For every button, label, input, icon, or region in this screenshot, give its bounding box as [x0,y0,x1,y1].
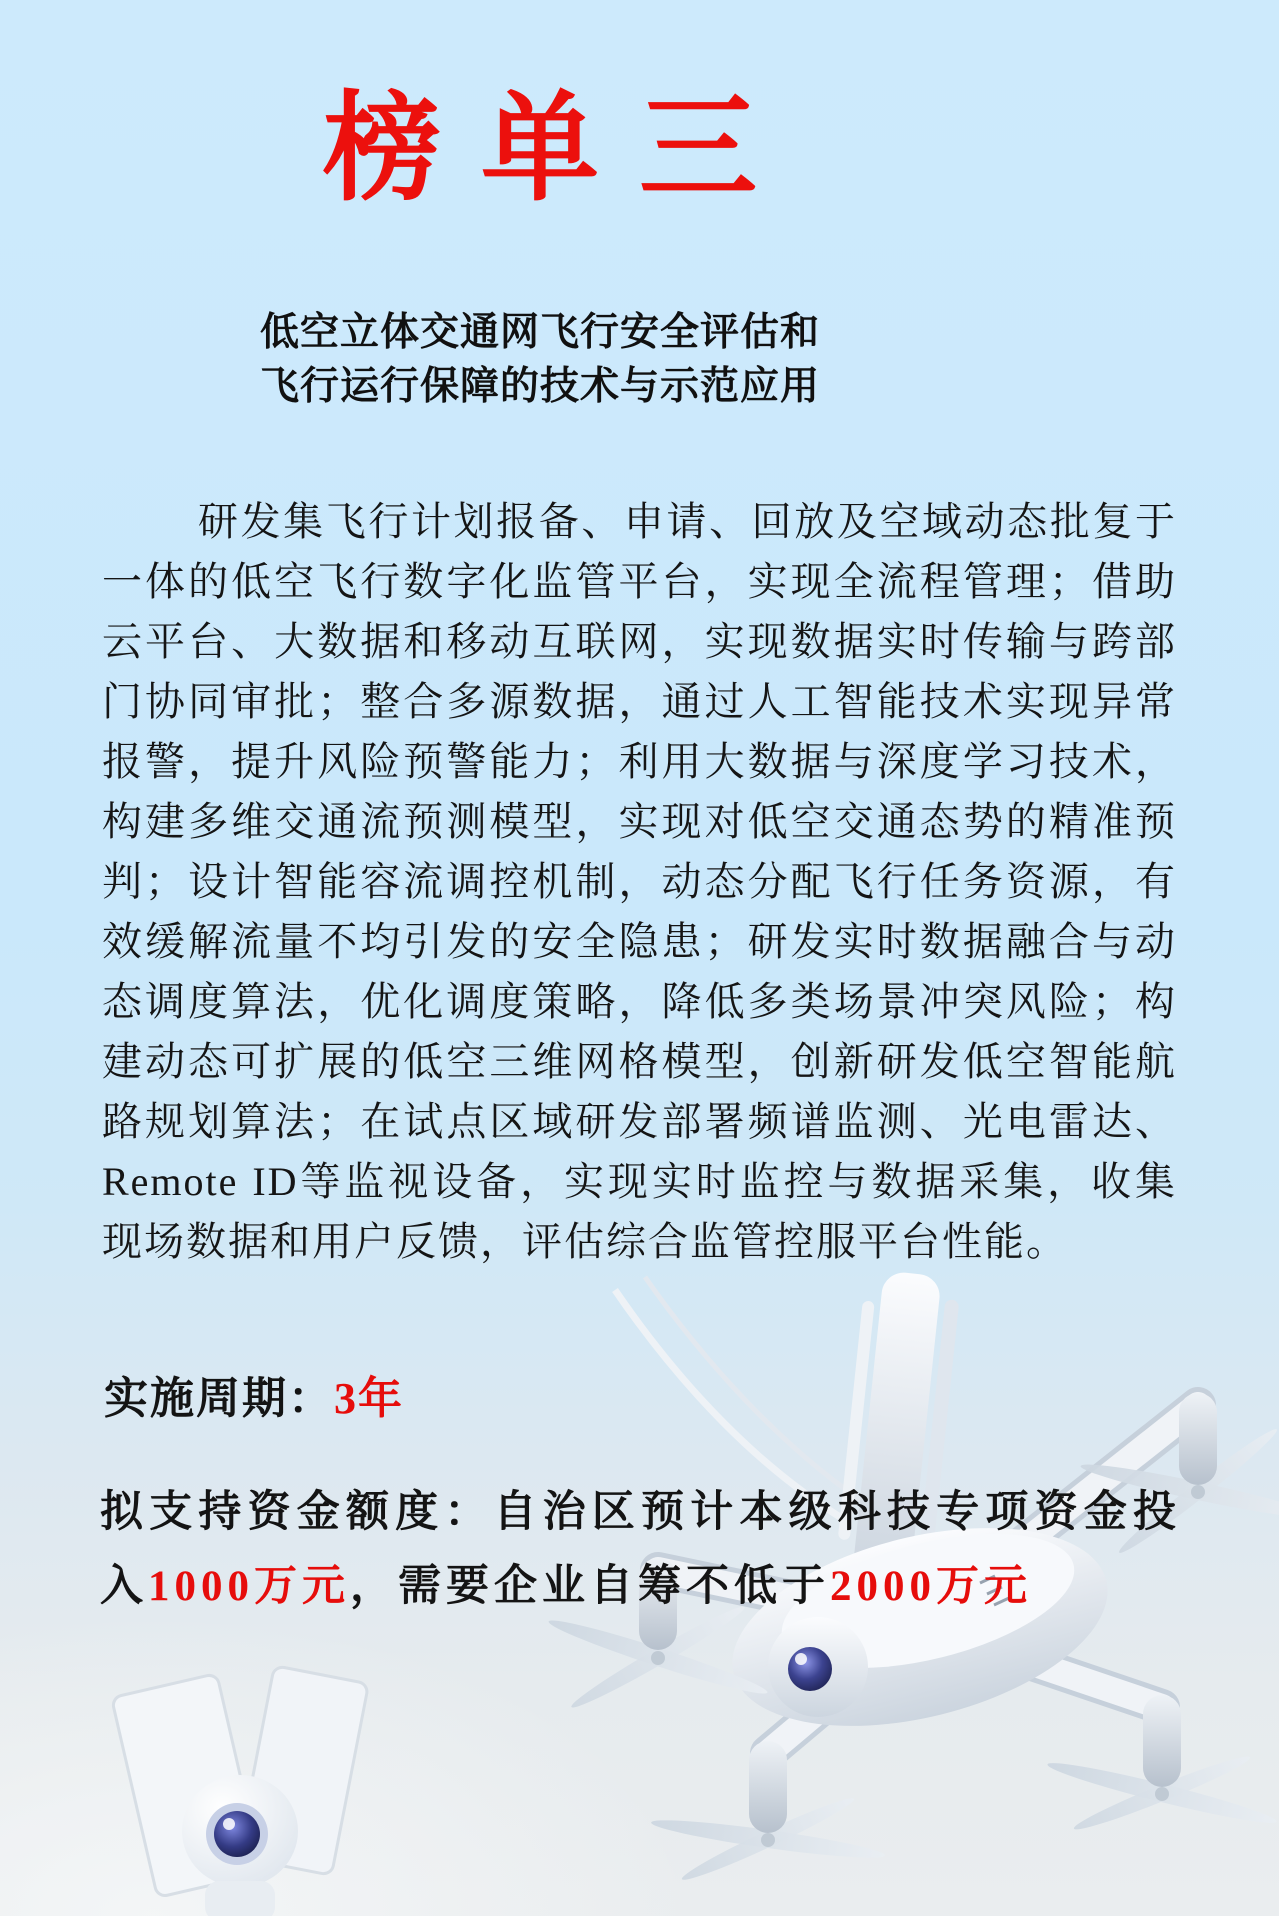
robot-eye-lens [214,1811,260,1857]
subtitle-line-2: 飞行运行保障的技术与示范应用 [259,365,820,408]
funding-amount-1: 1000万元 [148,1563,350,1610]
subtitle [0,306,1080,414]
period-line [104,1368,1179,1430]
funding-line [100,1476,1181,1624]
period-label: 实施周期： [104,1374,334,1423]
page-title: 榜单三 [322,79,797,217]
poster-header [0,79,1080,414]
robot-body [205,1881,275,1916]
drone-gimbal-camera [768,1617,868,1717]
funding-segment-2: ，需要企业自筹不低于 [350,1563,830,1610]
funding-amount-2: 2000万元 [830,1563,1032,1610]
body-paragraph: 研发集飞行计划报备、申请、回放及空域动态批复于一体的低空飞行数字化监管平台，实现全流程管理；借助云平台、大数据和移动互联网，实现数据实时传输与跨部门协同审批；整合多源数据，通过人工智能技术实现异常报警，提升风险预警能力；利用大数据与深度学习技术，构建多维交通流预测模型，实现对低空交通态势的精准预判；设计智能容流调控机制，动态分配飞行任务资源，有效缓解流量不均引发的安全隐患；研发实时数据融合与动态调度算法，优化调度策略，降低多类场景冲突风险；构建动态可扩展的低空三维网格模型，创新研发低空智能航路规划算法；在试点区域研发部署频谱监测、光电雷达、Remote ID等监视设备，实现实时监控与数据采集，收集现场数据和用户反馈，评估综合监管控服平台性能。 [102,499,1177,1264]
funding-label: 拟支持资金额度： [100,1489,494,1536]
robot-head [182,1775,298,1887]
funding-segment-1: 自治区预计本级科技专项资金投入 [100,1489,1182,1610]
drone-propeller [1045,1695,1278,1836]
period-value: 3年 [334,1374,404,1423]
robot-image [105,1665,375,1916]
subtitle-line-1: 低空立体交通网飞行安全评估和 [259,311,820,354]
drone-propeller [650,1741,886,1886]
